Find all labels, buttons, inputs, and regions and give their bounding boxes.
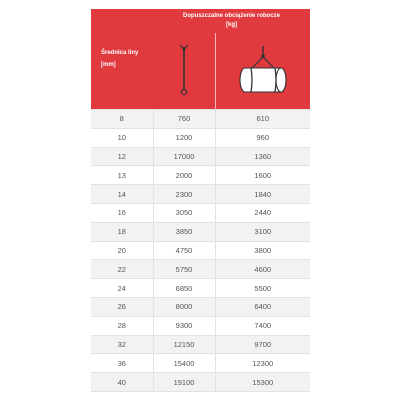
choker-hitch-cell: 3100 — [215, 222, 310, 241]
table-row — [91, 185, 310, 204]
rope-diameter-label: Średnica liny — [101, 50, 139, 56]
rope-diameter-cell: 14 — [91, 185, 153, 204]
table-row — [91, 316, 310, 335]
choker-hitch-cell: 9700 — [215, 335, 310, 354]
working-load-label: Dopuszczalne obciążenie robocze — [182, 13, 281, 19]
table-row — [91, 128, 310, 147]
straight-lift-cell: 15400 — [153, 354, 215, 373]
choker-hitch-cell: 4600 — [215, 260, 310, 279]
straight-lift-cell: 5750 — [153, 260, 215, 279]
choker-hitch-cell: 2440 — [215, 203, 310, 222]
choker-hitch-header — [215, 33, 310, 110]
choker-hitch-cell: 12300 — [215, 354, 310, 373]
straight-lift-icon — [177, 42, 191, 100]
choker-hitch-cell: 1840 — [215, 185, 310, 204]
rope-diameter-cell: 26 — [91, 297, 153, 316]
table-row — [91, 373, 310, 392]
rope-diameter-cell: 8 — [91, 110, 153, 129]
rope-diameter-cell: 36 — [91, 354, 153, 373]
rope-diameter-cell: 32 — [91, 335, 153, 354]
table-row — [91, 147, 310, 166]
load-table-container — [91, 9, 310, 392]
choker-hitch-cell: 15300 — [215, 373, 310, 392]
table-row — [91, 166, 310, 185]
choker-hitch-cell: 5500 — [215, 279, 310, 298]
choker-hitch-cell: 7400 — [215, 316, 310, 335]
rope-diameter-header — [91, 9, 153, 110]
choker-hitch-cell: 960 — [215, 128, 310, 147]
table-row — [91, 354, 310, 373]
straight-lift-cell: 3050 — [153, 203, 215, 222]
working-load-unit: [kg] — [226, 22, 237, 28]
straight-lift-header — [153, 33, 215, 110]
table-header — [91, 9, 310, 110]
rope-diameter-unit: [mm] — [101, 62, 116, 68]
straight-lift-cell: 6850 — [153, 279, 215, 298]
rope-diameter-cell: 10 — [91, 128, 153, 147]
straight-lift-cell: 1200 — [153, 128, 215, 147]
rope-diameter-cell: 28 — [91, 316, 153, 335]
straight-lift-cell: 2300 — [153, 185, 215, 204]
table-row — [91, 222, 310, 241]
choker-hitch-cell: 1600 — [215, 166, 310, 185]
table-row — [91, 297, 310, 316]
rope-diameter-cell: 13 — [91, 166, 153, 185]
rope-diameter-cell: 20 — [91, 241, 153, 260]
straight-lift-cell: 8000 — [153, 297, 215, 316]
choker-hitch-icon — [237, 43, 289, 99]
table-row — [91, 279, 310, 298]
rope-diameter-cell: 40 — [91, 373, 153, 392]
working-load-header — [153, 9, 310, 33]
straight-lift-cell: 760 — [153, 110, 215, 129]
straight-lift-cell: 19100 — [153, 373, 215, 392]
rope-diameter-cell: 16 — [91, 203, 153, 222]
rope-diameter-cell: 12 — [91, 147, 153, 166]
choker-hitch-cell: 6400 — [215, 297, 310, 316]
table-row — [91, 241, 310, 260]
choker-hitch-cell: 3800 — [215, 241, 310, 260]
straight-lift-cell: 9300 — [153, 316, 215, 335]
rope-diameter-cell: 18 — [91, 222, 153, 241]
table-row — [91, 260, 310, 279]
rope-diameter-cell: 24 — [91, 279, 153, 298]
working-load-table — [91, 9, 310, 392]
straight-lift-cell: 17000 — [153, 147, 215, 166]
table-row — [91, 203, 310, 222]
straight-lift-cell: 4750 — [153, 241, 215, 260]
table-row — [91, 335, 310, 354]
straight-lift-cell: 2000 — [153, 166, 215, 185]
straight-lift-cell: 3850 — [153, 222, 215, 241]
straight-lift-cell: 12150 — [153, 335, 215, 354]
table-row — [91, 110, 310, 129]
table-body — [91, 110, 310, 392]
rope-diameter-cell: 22 — [91, 260, 153, 279]
choker-hitch-cell: 1360 — [215, 147, 310, 166]
choker-hitch-cell: 610 — [215, 110, 310, 129]
